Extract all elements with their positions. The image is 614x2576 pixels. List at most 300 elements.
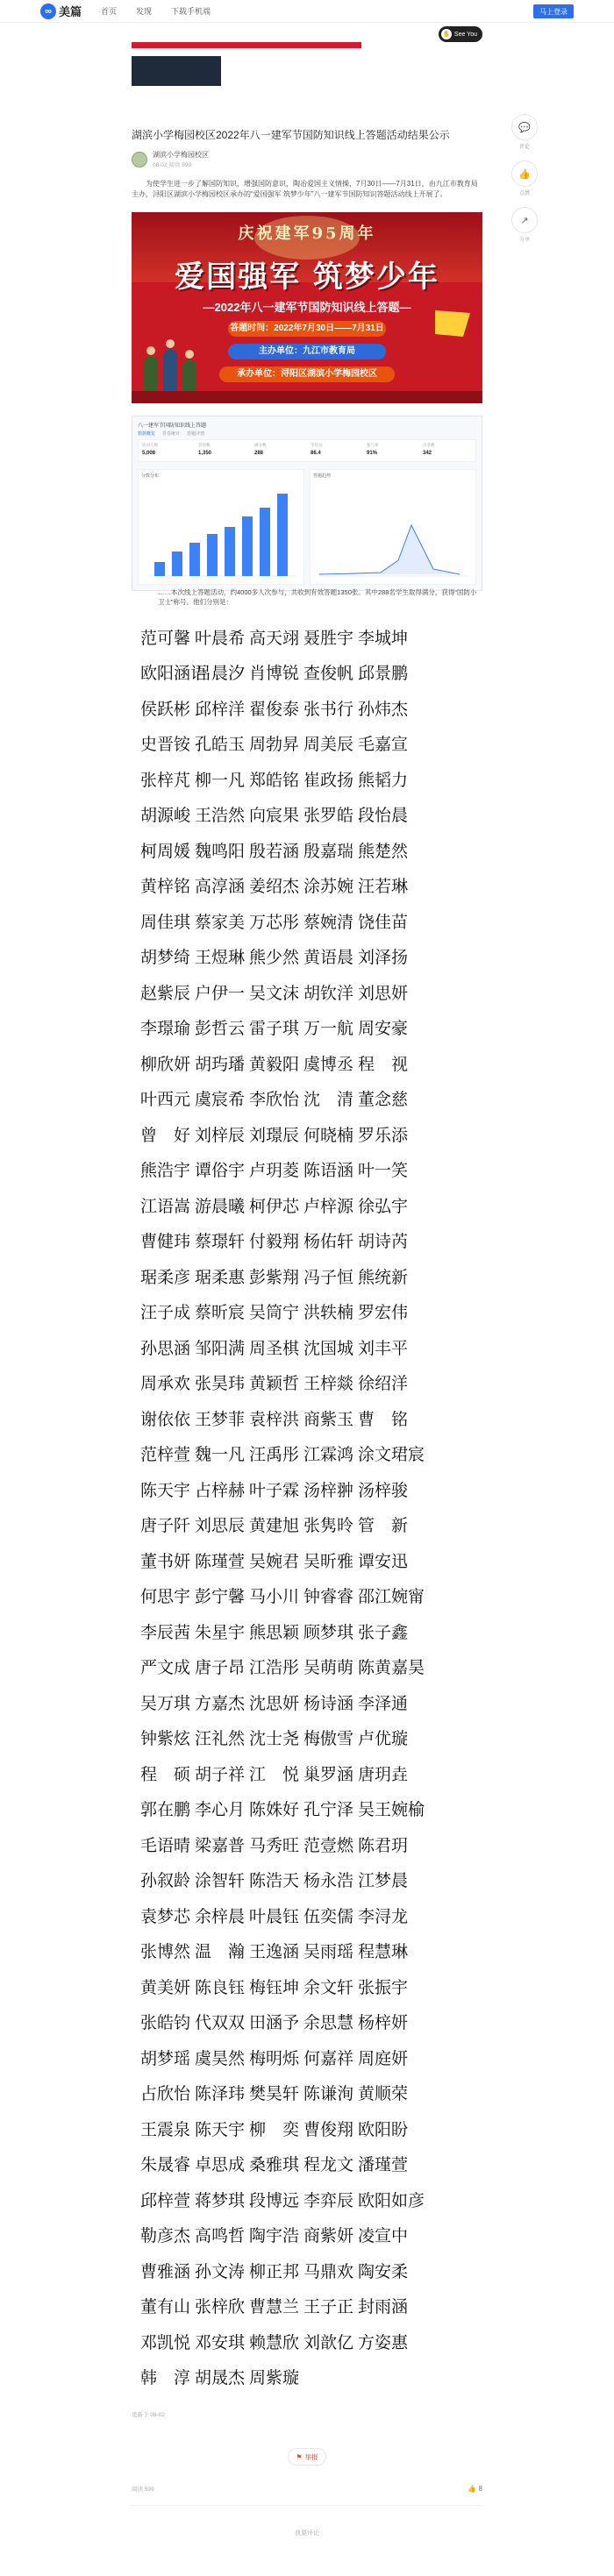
student-name: 胡梦瑶 (140, 2048, 191, 2068)
student-name: 熊思颖 (249, 1622, 300, 1642)
student-name: 王震泉 (140, 2119, 191, 2139)
result-paragraph: ……本次线上答题活动，约4000多人次参与，共收到有效答题1350张。其中288名学生取得满分，获得“国防小卫士”称号。他们分别是： (158, 588, 477, 606)
name-row (140, 690, 482, 726)
student-name: 查俊帆 (303, 664, 354, 684)
report-icon: ⚑ (296, 2452, 303, 2461)
poster-host-pill: 主办单位：九江市教育局 (228, 344, 386, 359)
comment-label: 评论 (518, 145, 530, 150)
student-name: 刘歆亿 (303, 2332, 354, 2352)
article-footer-row (132, 2485, 482, 2493)
poster-time-pill: 答题时间：2022年7月30日——7月31日 (228, 321, 386, 337)
student-name: 洪轶楠 (303, 1303, 354, 1323)
student-name: 毛语晴 (140, 1835, 191, 1855)
student-name: 代双双 (195, 2013, 246, 2033)
name-row (140, 1826, 482, 1862)
student-name: 周佳琪 (140, 912, 191, 932)
student-name: 余文轩 (303, 1977, 354, 1997)
logo-text: 美篇 (59, 5, 82, 18)
avatar[interactable] (132, 152, 147, 167)
nav-download-app[interactable]: 下载手机端 (171, 7, 211, 16)
student-name: 黄毅阳 (249, 1054, 300, 1074)
student-name: 商紫玉 (303, 1409, 354, 1429)
student-name: 占梓赫 (195, 1480, 246, 1500)
student-name: 吴文沫 (249, 983, 300, 1003)
flag-icon (435, 310, 470, 337)
thumbs-up-icon: 👍 (468, 2485, 477, 2493)
stat-label: 参与率 (367, 443, 379, 447)
student-name: 虞博丞 (303, 1054, 354, 1074)
bar (154, 562, 165, 576)
student-name: 韩 淳 (140, 2368, 191, 2388)
student-name: 熊统新 (358, 1267, 409, 1287)
like-counter[interactable] (468, 2485, 482, 2493)
name-row (140, 1578, 482, 1614)
student-name: 卢优璇 (358, 1729, 409, 1749)
student-name: 虞昊然 (195, 2048, 246, 2068)
student-name: 熊少然 (249, 948, 300, 968)
score-bar-chart (138, 469, 304, 585)
student-name: 陶宇浩 (249, 2226, 300, 2246)
soldier-kids-illustration (142, 319, 203, 398)
student-name: 王逸涵 (249, 1942, 300, 1962)
student-name: 李璟瑜 (140, 1019, 191, 1039)
stat-label: 平均分 (311, 443, 323, 447)
student-name: 虞宸希 (195, 1090, 246, 1110)
student-name: 赵紫辰 (140, 983, 191, 1003)
name-row (140, 1116, 482, 1152)
name-row (140, 2181, 482, 2217)
student-name: 方嘉杰 (195, 1693, 246, 1713)
student-name: 毛嘉宣 (358, 735, 409, 755)
student-name: 唐子阡 (140, 1516, 191, 1536)
student-name: 商紫妍 (303, 2226, 354, 2246)
name-row (140, 761, 482, 797)
name-row (140, 2004, 482, 2040)
student-name: 张梓芃 (140, 770, 191, 790)
student-name: 刘璟辰 (249, 1125, 300, 1145)
name-row (140, 2323, 482, 2359)
student-name: 徐弘宇 (358, 1196, 409, 1216)
stat-cell (195, 440, 251, 461)
student-name: 郑皓铭 (249, 770, 300, 790)
student-name: 江语嵩 (140, 1196, 191, 1216)
student-name: 沈 清 (303, 1090, 354, 1110)
student-name: 朱星宇 (195, 1622, 246, 1642)
comment-button[interactable] (507, 114, 542, 150)
student-name: 吴万琪 (140, 1693, 191, 1713)
student-name: 王子正 (303, 2297, 354, 2317)
view-count: 阅读 599 (132, 2487, 154, 2493)
student-name: 黄建旭 (249, 1516, 300, 1536)
student-name: 沈思妍 (249, 1693, 300, 1713)
student-name: 孔皓玉 (195, 735, 246, 755)
student-name: 卓思成 (195, 2155, 246, 2175)
student-name: 何思宇 (140, 1587, 191, 1607)
logo-icon: ∞ (40, 4, 56, 19)
student-name: 陈黄嘉昊 (358, 1658, 425, 1678)
student-name: 管 新 (358, 1516, 409, 1536)
student-name: 涂苏婉 (303, 877, 354, 897)
student-name: 王梦菲 (195, 1409, 246, 1429)
stat-value: 288 (254, 451, 264, 456)
student-name: 余思慧 (303, 2013, 354, 2033)
student-name: 马秀旺 (249, 1835, 300, 1855)
student-name: 万芯彤 (249, 912, 300, 932)
like-label: 点赞 (518, 191, 530, 196)
student-name: 罗宏伟 (358, 1303, 409, 1323)
student-name: 曹 铭 (358, 1409, 409, 1429)
name-row (140, 1684, 482, 1720)
student-name: 汪禹彤 (249, 1445, 300, 1465)
student-name: 黄顺荣 (358, 2084, 409, 2104)
student-name: 柳一凡 (195, 770, 246, 790)
student-name: 李欣怡 (249, 1090, 300, 1110)
name-row (140, 1187, 482, 1223)
bar (225, 527, 235, 576)
student-name: 刘泽扬 (358, 948, 409, 968)
student-name: 汪礼然 (195, 1729, 246, 1749)
bar (207, 534, 218, 576)
student-name: 刘丰平 (358, 1338, 409, 1358)
name-row (140, 1436, 482, 1472)
student-name: 胡晟杰 (195, 2368, 246, 2388)
student-name: 沈士尧 (249, 1729, 300, 1749)
student-name: 曹健玮 (140, 1232, 191, 1252)
chart-title: 答题趋势 (313, 473, 332, 479)
student-name: 魏鸣阳 (195, 841, 246, 861)
name-row (140, 1968, 482, 2004)
student-name: 陶安柔 (358, 2261, 409, 2281)
student-name: 蔡家美 (195, 912, 246, 932)
name-row (140, 1329, 482, 1365)
student-name: 柳 奕 (249, 2119, 300, 2139)
dashboard-tabs (138, 431, 211, 437)
student-name: 赖慧欣 (249, 2332, 300, 2352)
student-name: 张博然 (140, 1942, 191, 1962)
student-name: 胡子祥 (195, 1764, 246, 1784)
student-name: 陈良钰 (195, 1977, 246, 1997)
student-name: 范壹燃 (303, 1835, 354, 1855)
student-name: 冯子恒 (303, 1267, 354, 1287)
student-name: 彭宁馨 (195, 1587, 246, 1607)
student-name: 饶佳苗 (358, 912, 409, 932)
student-name: 胡诗芮 (358, 1232, 409, 1252)
student-name: 曹俊翔 (303, 2119, 354, 2139)
student-name: 黄语晨 (303, 948, 354, 968)
dashboard-title: 八一建军节国防知识线上答题 (138, 423, 207, 429)
student-name: 熊浩宇 (140, 1161, 191, 1181)
student-name: 黄美妍 (140, 1977, 191, 1997)
student-name: 张皓钧 (140, 2013, 191, 2033)
student-name: 聂胜宇 (303, 628, 354, 648)
student-name: 陈瑾萱 (195, 1551, 246, 1571)
stat-cell (419, 440, 475, 461)
bar (242, 516, 253, 576)
student-name: 陈姝好 (249, 1800, 300, 1820)
name-row (140, 1471, 482, 1507)
share-button[interactable] (507, 207, 542, 243)
student-name: 孙思涵 (140, 1338, 191, 1358)
student-name: 巢罗涵 (303, 1764, 354, 1784)
student-name: 高天翊 (249, 628, 300, 648)
student-name: 何嘉祥 (303, 2048, 354, 2068)
student-name: 胡钦洋 (303, 983, 354, 1003)
like-button[interactable] (507, 160, 542, 196)
stat-value: 5,008 (142, 451, 156, 456)
student-name: 吴昕雅 (303, 1551, 354, 1571)
student-name: 翟俊泰 (249, 699, 300, 719)
report-button[interactable] (288, 2448, 326, 2466)
student-name: 涂文珺宸 (358, 1445, 425, 1465)
student-name: 田涵予 (249, 2013, 300, 2033)
student-name: 柳正邦 (249, 2261, 300, 2281)
student-name: 邱梓萱 (140, 2190, 191, 2210)
student-name: 王梓燚 (303, 1374, 354, 1394)
stat-cell (307, 440, 363, 461)
student-name: 余梓晨 (195, 1906, 246, 1926)
student-name: 万一航 (303, 1019, 354, 1039)
name-row (140, 2288, 482, 2324)
student-name: 蔡昕宸 (195, 1303, 246, 1323)
student-name: 孙炜杰 (358, 699, 409, 719)
article (132, 23, 482, 2537)
student-name: 段怡晨 (358, 806, 409, 826)
student-name: 雷子琪 (249, 1019, 300, 1039)
student-name: 汪若琳 (358, 877, 409, 897)
name-row (140, 832, 482, 868)
site-logo[interactable] (40, 3, 82, 19)
student-name: 叶晨钰 (249, 1906, 300, 1926)
student-name: 段博远 (249, 2190, 300, 2210)
student-name: 周圣棋 (249, 1338, 300, 1358)
student-name: 曾 好 (140, 1125, 191, 1145)
stat-cell (251, 440, 307, 461)
name-row (140, 2146, 482, 2182)
student-name: 游晨曦 (195, 1196, 246, 1216)
student-name: 户伊一 (195, 983, 246, 1003)
student-name: 叶一笑 (358, 1161, 409, 1181)
student-name: 孔宁泽 (303, 1800, 354, 1820)
student-name: 汤梓翀 (303, 1480, 354, 1500)
student-name: 曹雅涵 (140, 2261, 191, 2281)
student-name: 彭紫翔 (249, 1267, 300, 1287)
name-row (140, 1400, 482, 1436)
student-name: 梅明烁 (249, 2048, 300, 2068)
nav-home[interactable]: 首页 (101, 7, 118, 16)
student-name: 陈君玥 (358, 1835, 409, 1855)
student-name: 陈语涵 (303, 1161, 354, 1181)
student-name: 江 悦 (249, 1764, 300, 1784)
student-name: 周勃昇 (249, 735, 300, 755)
student-name: 周紫璇 (249, 2368, 300, 2388)
student-name: 张罗皓 (303, 806, 354, 826)
student-name: 吴雨瑶 (303, 1942, 354, 1962)
student-name: 朱晟睿 (140, 2155, 191, 2175)
student-name: 殷嘉瑞 (303, 841, 354, 861)
poster-main-title: 爱国强军 筑梦少年 (175, 260, 439, 295)
author-meta: 08-02 阅读 599 (153, 162, 192, 168)
dashboard-tab: 答题详情 (187, 431, 205, 437)
name-row (140, 2217, 482, 2253)
student-name: 卢玥菱 (249, 1161, 300, 1181)
name-row (140, 1897, 482, 1933)
stat-cell (363, 440, 419, 461)
trend-line (319, 525, 460, 574)
student-name: 陈天宇 (195, 2119, 246, 2139)
student-name: 江梦晨 (358, 1871, 409, 1891)
student-name: 崔政扬 (303, 770, 354, 790)
student-name: 李辰茜 (140, 1622, 191, 1642)
name-row (140, 655, 482, 691)
student-name: 张隽昤 (303, 1516, 354, 1536)
bar-chart-graphic (139, 481, 303, 585)
name-row (140, 2075, 482, 2111)
student-name: 桑雅琪 (249, 2155, 300, 2175)
student-name: 陈谦洵 (303, 2084, 354, 2104)
name-row (140, 1045, 482, 1081)
name-row (140, 1613, 482, 1649)
student-name: 欧阳如彦 (358, 2190, 425, 2210)
student-name: 钟紫炫 (140, 1729, 191, 1749)
name-row (140, 1010, 482, 1046)
names-list (132, 619, 482, 2395)
student-name: 杨诗涵 (303, 1693, 354, 1713)
stat-value: 86.4 (311, 451, 321, 456)
student-name: 琚柔彦 (140, 1267, 191, 1287)
nav-discover[interactable]: 发现 (136, 7, 153, 16)
event-poster-image (132, 212, 482, 403)
comment-icon: 💬 (511, 114, 538, 140)
name-row (140, 1862, 482, 1898)
student-name: 潘瑾萱 (358, 2155, 409, 2175)
student-name: 周承欢 (140, 1374, 191, 1394)
name-row (140, 1791, 482, 1827)
student-name: 邹阳满 (195, 1338, 246, 1358)
stat-value: 1,350 (198, 451, 212, 456)
student-name: 唐玥垚 (358, 1764, 409, 1784)
name-row (140, 1755, 482, 1791)
bar (260, 508, 270, 576)
student-name: 姜绍杰 (249, 877, 300, 897)
student-name: 肖博锐 (249, 664, 300, 684)
trend-line-chart (310, 469, 476, 585)
student-name: 杨梓妍 (358, 2013, 409, 2033)
student-name: 吴王婉榆 (358, 1800, 425, 1820)
name-row (140, 726, 482, 762)
student-name: 蔡璟轩 (195, 1232, 246, 1252)
login-button[interactable]: 马上登录 (533, 4, 574, 18)
student-name: 钟睿睿 (303, 1587, 354, 1607)
student-name: 叶西元 (140, 1090, 191, 1110)
name-row (140, 939, 482, 975)
student-name: 侯跃彬 (140, 699, 191, 719)
student-name: 严文成 (140, 1658, 191, 1678)
student-name: 刘思辰 (195, 1516, 246, 1536)
name-row (140, 1720, 482, 1756)
poster-organizer-pill: 承办单位：浔阳区湖滨小学梅园校区 (219, 366, 395, 382)
name-row (140, 1258, 482, 1294)
bar (189, 543, 200, 576)
name-row (140, 974, 482, 1010)
student-name: 欧阳盼 (358, 2119, 409, 2139)
student-name: 邓安琪 (195, 2332, 246, 2352)
author-name[interactable]: 湖滨小学梅园校区 (153, 151, 209, 159)
student-name: 王煜琳 (195, 948, 246, 968)
poster-subtitle: —2022年八一建军节国防知识线上答题— (203, 301, 411, 314)
student-name: 陈天宇 (140, 1480, 191, 1500)
stat-label: 答卷数 (198, 443, 211, 447)
see-you-button[interactable] (439, 26, 482, 42)
student-name: 叶子霖 (249, 1480, 300, 1500)
share-icon: ↗ (511, 207, 538, 233)
name-row (140, 1081, 482, 1117)
student-name: 吴萌萌 (303, 1658, 354, 1678)
student-name: 温 瀚 (195, 1942, 246, 1962)
student-name: 吴婉君 (249, 1551, 300, 1571)
student-name: 陈泽玮 (195, 2084, 246, 2104)
student-name: 范可馨 (140, 628, 191, 648)
cover-dark-block (132, 56, 221, 86)
student-name: 董有山 (140, 2297, 191, 2317)
student-name: 顾梦琪 (303, 1622, 354, 1642)
stats-dashboard-image (132, 416, 482, 591)
student-name: 勒彦杰 (140, 2226, 191, 2246)
student-name: 杨永浩 (303, 1871, 354, 1891)
student-name: 张梓欣 (195, 2297, 246, 2317)
student-name: 徐绍洋 (358, 1374, 409, 1394)
student-name: 吕晨汐 (195, 664, 246, 684)
floating-action-bar (507, 114, 542, 253)
student-name: 董书妍 (140, 1551, 191, 1571)
student-name: 马小川 (249, 1587, 300, 1607)
student-name: 方姿惠 (358, 2332, 409, 2352)
student-name: 樊昊轩 (249, 2084, 300, 2104)
article-title: 湖滨小学梅园校区2022年八一建军节国防知识线上答题活动结果公示 (132, 129, 450, 141)
student-name: 何晓楠 (303, 1125, 354, 1145)
student-name: 周美辰 (303, 735, 354, 755)
line-chart-graphic (311, 481, 475, 585)
name-row (140, 2252, 482, 2288)
student-name: 谢依依 (140, 1409, 191, 1429)
student-name: 黄梓铭 (140, 877, 191, 897)
bar (277, 494, 288, 576)
student-name: 周安豪 (358, 1019, 409, 1039)
student-name: 汤梓骏 (358, 1480, 409, 1500)
like-icon: 👍 (511, 160, 538, 187)
student-name: 付毅翔 (249, 1232, 300, 1252)
student-name: 梁嘉普 (195, 1835, 246, 1855)
student-name: 胡玙璠 (195, 1054, 246, 1074)
student-name: 殷若涵 (249, 841, 300, 861)
student-name: 袁梓洪 (249, 1409, 300, 1429)
dashboard-stats (138, 439, 476, 462)
student-name: 柯周媛 (140, 841, 191, 861)
student-name: 彭哲云 (195, 1019, 246, 1039)
student-name: 李浔龙 (358, 1906, 409, 1926)
name-row (140, 1649, 482, 1685)
comment-link[interactable]: 我要评论 (295, 2530, 319, 2537)
student-name: 袁梦芯 (140, 1906, 191, 1926)
student-name: 胡梦绮 (140, 948, 191, 968)
student-name: 熊楚然 (358, 841, 409, 861)
student-name: 张振宇 (358, 1977, 409, 1997)
stat-label: 访问人数 (142, 443, 158, 447)
student-name: 马鼎欢 (303, 2261, 354, 2281)
student-name: 魏一凡 (195, 1445, 246, 1465)
name-row (140, 1542, 482, 1578)
student-name: 谭俗宇 (195, 1161, 246, 1181)
student-name: 谭安迅 (358, 1551, 409, 1571)
